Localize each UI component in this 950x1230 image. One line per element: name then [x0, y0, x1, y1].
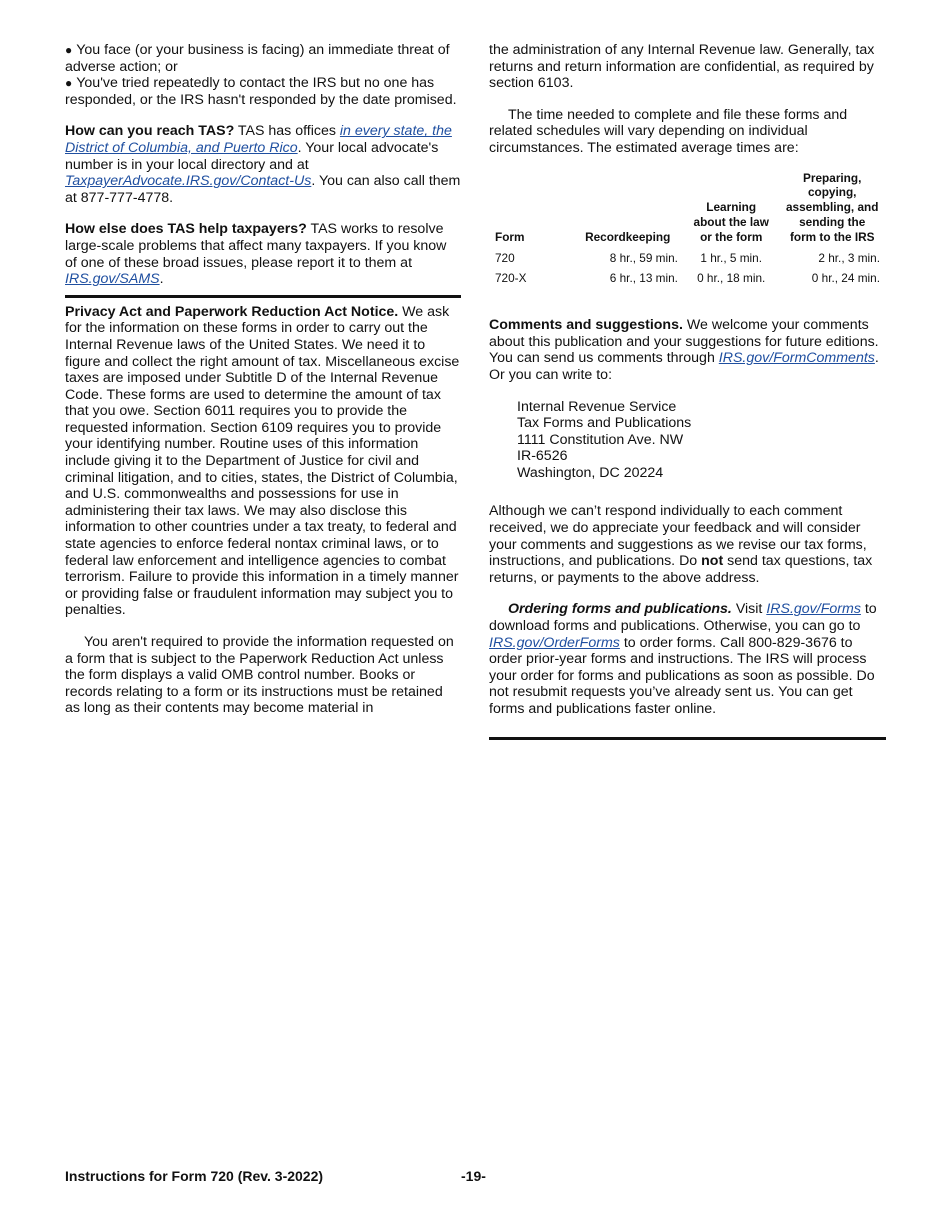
bullet-item: ● You face (or your business is facing) an immediate threat of adverse action; or — [65, 42, 450, 75]
col-header-preparing: Preparing, copying, assembling, and sending the form to the IRS — [786, 170, 879, 244]
feedback-paragraph: Although we can’t respond individually to each comment received, we do appreciate your feedback and will consider your comments and suggestions as we revise our tax forms, instructions, and publications. Do not send tax questions, tax returns, or payments to the above address. — [489, 503, 873, 586]
address-line: Internal Revenue Service — [517, 398, 677, 415]
col-header-learning: Learning about the law or the form — [693, 200, 769, 244]
address-line: IR-6526 — [517, 448, 568, 465]
table-row — [489, 268, 886, 289]
bullet-item: ● You've tried repeatedly to contact the IRS but no one has responded, or the IRS hasn't responded by the date promised. — [65, 75, 457, 108]
table-cell: 0 hr., 18 min. — [697, 271, 766, 286]
confidentiality-paragraph: the administration of any Internal Revenue law. Generally, tax returns and return information are confidential, as required by section 6103. — [489, 42, 875, 92]
reach-tas-heading: How can you reach TAS? — [65, 123, 235, 140]
time-estimate-table — [489, 171, 886, 290]
table-cell: 8 hr., 59 min. — [609, 250, 678, 265]
footer-title: Instructions for Form 720 (Rev. 3-2022) — [65, 1168, 324, 1184]
table-cell: 720 — [495, 250, 515, 265]
table-header-row — [489, 171, 886, 248]
address-line: Washington, DC 20224 — [517, 464, 664, 481]
table-cell: 2 hr., 3 min. — [818, 250, 880, 265]
privacy-act-paragraph: Privacy Act and Paperwork Reduction Act Notice. We ask for the information on these forms in order to carry out the Internal Revenue laws of the United States. We need it to figure and collect the right amount of tax. Miscellaneous excise taxes are imposed under Subtitle D of the Internal Revenue Code. These forms are used to determine the amount of tax that you owe. Section 6011 requires you to provide the requested information. Section 6109 requires you to provide your identifying number. Routine uses of this information include giving it to the Department of Justice for civil and criminal litigation, and to cities, states, the District of Columbia, and U.S. commonwealths and possessions for use in administering their tax laws. We may also disclose this information to other countries under a tax treaty, to federal and state agencies to enforce federal nontax criminal laws, or to federal law enforcement and intelligence agencies to combat terrorism. Failure to provide this information in a timely manner or providing false or fraudulent information may subject you to penalties. — [65, 303, 460, 619]
table-row — [489, 248, 886, 269]
tas-offices-link[interactable]: in every state, the District of Columbia, and Puerto Rico — [65, 123, 452, 156]
privacy-act-heading: Privacy Act and Paperwork Reduction Act Notice. — [65, 303, 399, 320]
form-comments-link[interactable]: IRS.gov/FormComments — [718, 350, 875, 367]
right-column — [489, 42, 886, 740]
table-cell: 720-X — [495, 271, 527, 286]
table-cell: 1 hr., 5 min. — [700, 250, 763, 265]
address-line: 1111 Constitution Ave. NW — [517, 431, 684, 448]
forms-link[interactable]: IRS.gov/Forms — [766, 601, 861, 618]
tas-help-paragraph: How else does TAS help taxpayers? TAS works to resolve large-scale problems that affect many taxpayers. If you know of one of these broad issues, please report it to them at IRS.gov/SAMS. — [65, 221, 447, 288]
table-cell: 6 hr., 13 min. — [609, 271, 678, 286]
page-number: -19- — [461, 1168, 486, 1184]
ordering-heading: Ordering forms and publications. — [508, 601, 732, 618]
bullet-icon: ● — [65, 76, 73, 91]
sams-link[interactable]: IRS.gov/SAMS — [65, 271, 160, 288]
section-divider — [65, 295, 461, 298]
comments-paragraph: Comments and suggestions. We welcome your comments about this publication and your suggestions for future editions. You can send us comments through IRS.gov/FormComments. Or you can write to: — [489, 317, 879, 383]
section-end-rule — [489, 737, 886, 740]
ordering-paragraph: Ordering forms and publications. Visit IRS.gov/Forms to download forms and publications. Otherwise, you can go to IRS.gov/OrderForms to order forms. Call 800-829-3676 to order prior-year forms and instructions. The IRS will process your order for forms and publications as soon as possible. Do not resubmit requests you’ve already sent us. You can get forms and publications faster online. — [489, 601, 877, 718]
tas-help-heading: How else does TAS help taxpayers? — [65, 221, 307, 238]
left-column — [65, 42, 461, 717]
time-estimate-paragraph: The time needed to complete and file these forms and related schedules will vary depending on individual circumstances. The estimated average times are: — [489, 106, 848, 156]
col-header-recordkeeping: Recordkeeping — [585, 229, 671, 244]
bullet-icon: ● — [65, 43, 73, 57]
table-cell: 0 hr., 24 min. — [811, 271, 880, 286]
reach-tas-paragraph: How can you reach TAS? TAS has offices in every state, the District of Columbia, and Puerto Rico. Your local advocate's number is in your local directory and at TaxpayerAdvocate.IRS.gov/Contact-Us. You can also call them at 877-777-4778. — [65, 123, 461, 206]
order-forms-link[interactable]: IRS.gov/OrderForms — [489, 634, 620, 651]
emphasis-not: not — [701, 553, 724, 570]
contact-us-link[interactable]: TaxpayerAdvocate.IRS.gov/Contact-Us — [65, 173, 312, 190]
col-header-form: Form — [495, 229, 525, 244]
comments-heading: Comments and suggestions. — [489, 317, 683, 334]
paperwork-paragraph: You aren't required to provide the information requested on a form that is subject to the Paperwork Reduction Act unless the form displays a valid OMB control number. Books or records relating to a form or its instructions must be retained as long as their contents may become material in — [65, 634, 454, 717]
mailing-address — [489, 399, 886, 482]
address-line: Tax Forms and Publications — [517, 415, 692, 432]
